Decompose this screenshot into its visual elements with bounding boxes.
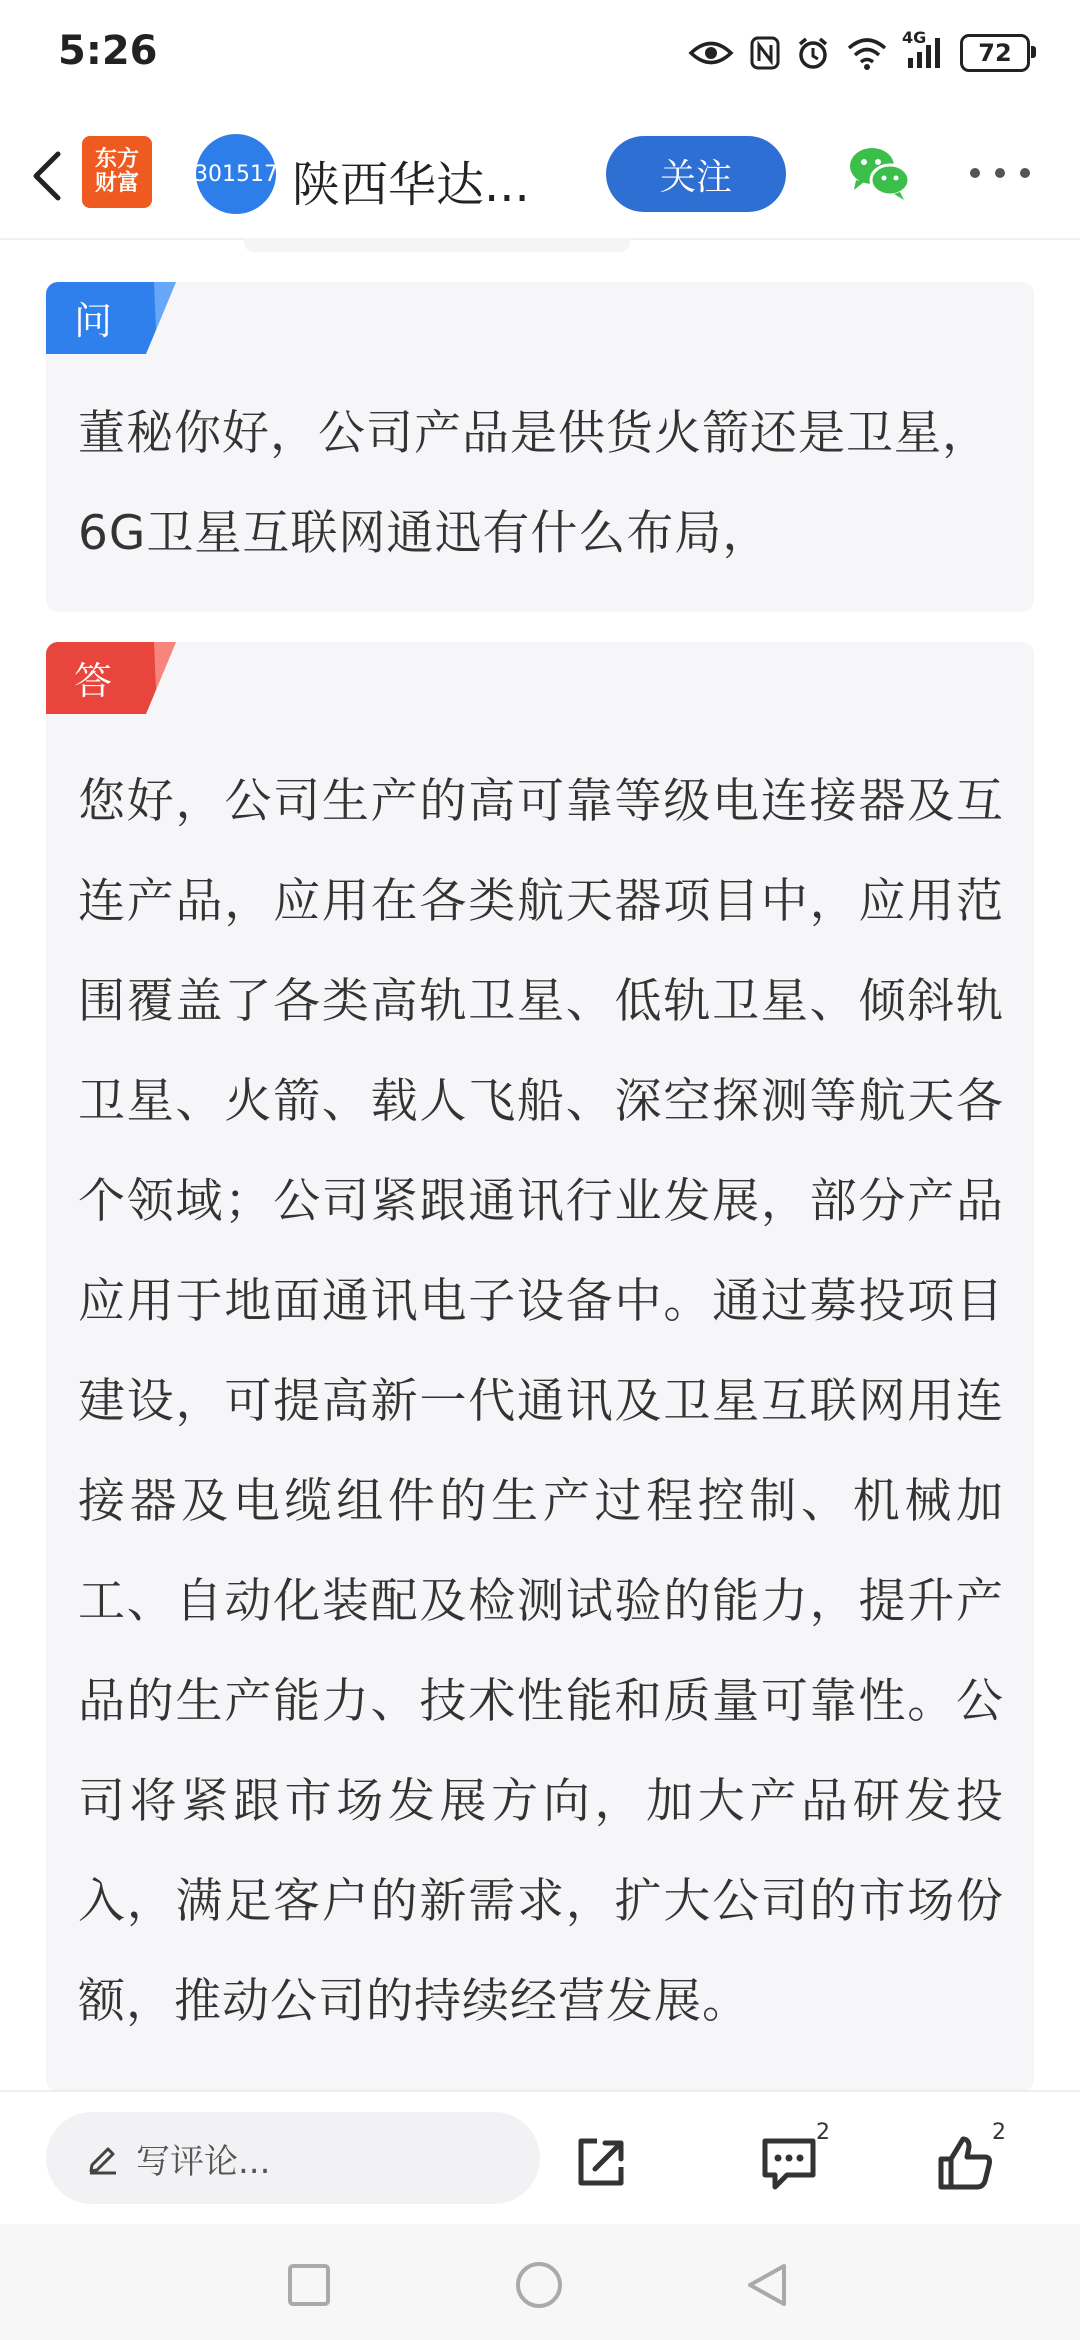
comment-placeholder: 写评论... [136, 2141, 271, 2182]
home-icon[interactable] [514, 2260, 564, 2310]
status-icons [688, 28, 1030, 78]
wifi-icon [846, 36, 888, 70]
wechat-icon[interactable] [846, 144, 912, 204]
comment-input[interactable] [46, 2112, 540, 2204]
answer-card [46, 642, 1034, 2092]
recents-icon[interactable] [284, 2260, 334, 2310]
status-bar [0, 0, 1080, 110]
follow-button[interactable]: 关注 [606, 136, 786, 212]
nfc-icon [750, 36, 780, 70]
signal-icon [902, 28, 944, 70]
question-tag-label: 问 [74, 299, 113, 343]
back-nav-icon[interactable] [742, 2260, 792, 2310]
question-card [46, 282, 1034, 612]
comments-button[interactable] [754, 2120, 830, 2198]
question-text: 董秘你好，公司产品是供货火箭还是卫星，6G卫星互联网通迅有什么布局， [78, 406, 990, 561]
stock-code: 301517 [194, 161, 278, 187]
comment-count: 2 [816, 2120, 830, 2145]
stock-avatar[interactable] [196, 134, 276, 214]
like-count: 2 [992, 2120, 1006, 2145]
back-icon[interactable] [20, 140, 80, 210]
previous-card-edge [244, 238, 630, 252]
answer-text: 您好，公司生产的高可靠等级电连接器及互连产品，应用在各类航天器项目中，应用范围覆盖了各类高轨卫星、低轨卫星、倾斜轨卫星、火箭、载人飞船、深空探测等航天各个领域；公司紧跟通讯行业发展，部分产品应用于地面通讯电子设备中。通过募投项目建设，可提高新一代通讯及卫星互联网用连接器及电缆组件的生产过程控制、机械加工、自动化装配及检测试验的能力，提升产品的生产能力、技术性能和质量可靠性。公司将紧跟市场发展方向，加大产品研发投入，满足客户的新需求，扩大公司的市场份额，推动公司的持续经营发展。 [78, 774, 1004, 2029]
more-icon[interactable] [970, 158, 1030, 188]
stock-name[interactable]: 陕西华达... [292, 157, 530, 213]
battery-icon [960, 34, 1030, 72]
thumbs-up-icon [935, 2133, 995, 2193]
system-nav-bar [0, 2224, 1080, 2340]
status-time: 5:26 [58, 28, 158, 74]
battery-level: 72 [978, 39, 1012, 67]
header [0, 110, 1080, 240]
share-icon [573, 2135, 629, 2191]
eye-icon [688, 38, 734, 68]
share-button[interactable] [566, 2128, 636, 2198]
comment-bubble-icon [759, 2133, 819, 2193]
bottom-action-bar [0, 2090, 1080, 2226]
network-label: 4G [902, 28, 927, 47]
answer-tag-label: 答 [74, 659, 113, 703]
pencil-icon [86, 2141, 120, 2175]
like-button[interactable] [930, 2120, 1006, 2198]
app-logo: 东方 财富 [82, 136, 152, 208]
alarm-icon [796, 36, 830, 70]
